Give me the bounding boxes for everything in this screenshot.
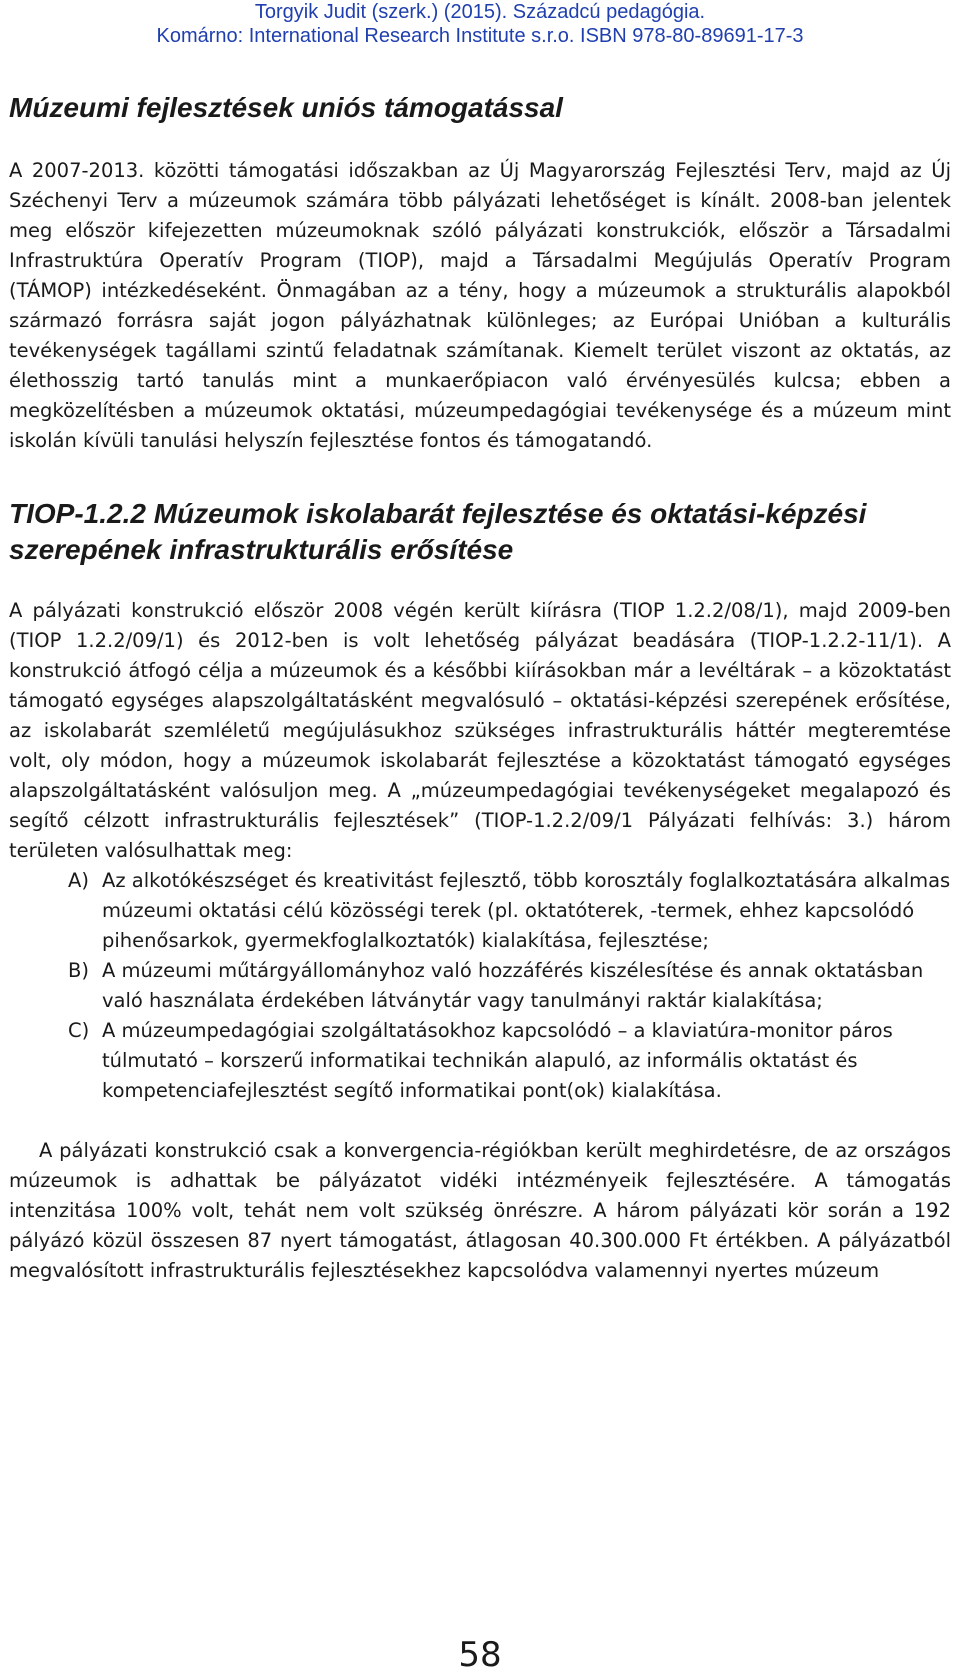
- citation-line-1: Torgyik Judit (szerk.) (2015). Századcú pedagógia.: [254, 1, 706, 23]
- page-header: [0, 0, 960, 48]
- list-marker: B): [68, 959, 89, 982]
- list-item-b: [9, 956, 951, 1016]
- section-1-paragraph: A 2007-2013. közötti támogatási időszakban az Új Magyarország Fejlesztési Terv, majd az Új Széchenyi Terv a múzeumok számára több pályázati lehetőséget is kínált. 2008-ban jelentek meg először kifejezetten múzeumoknak szóló pályázati konstrukciók, először a Társadalmi Infrastruktúra Operatív Program (TIOP), majd a Társadalmi Megújulás Operatív Program (TÁMOP) intézkedéseként. Önmagában az a tény, hogy a múzeumok a strukturális alapokból származó forrásra saját jogon pályázhatnak különleges; az Európai Unióban a kulturális tevékenységek tagállami szintű feladatnak számítanak. Kiemelt terület viszont az oktatás, az élethosszig tartó tanulás mint a munkaerőpiacon való érvényesülés kulcsa; ebben a megközelítésben a múzeumok oktatási, múzeumpedagógiai tevékenysége és a múzeum mint iskolán kívüli tanulási helyszín fejlesztése fontos és támogatandó.: [9, 159, 951, 452]
- section-heading-1: Múzeumi fejlesztések uniós támogatással: [9, 92, 563, 123]
- section-2-paragraph-2: A pályázati konstrukció csak a konvergencia-régiókban került meghirdetésre, de az országos múzeumok is adhattak be pályázatot vidéki intézményeik fejlesztésére. A támogatás intenzitása 100% volt, tehát nem volt szükség önrészre. A három pályázati kör során a 192 pályázó közül összesen 87 nyert támogatást, átlagosan 40.300.000 Ft értékben. A pályázatból megvalósított infrastrukturális fejlesztésekhez kapcsolódva valamennyi nyertes múzeum: [9, 1139, 951, 1282]
- development-areas-list: [9, 866, 951, 1106]
- section-heading-2: TIOP-1.2.2 Múzeumok iskolabarát fejlesztése és oktatási-képzési szerepének infrastrukturális erősítése: [9, 498, 867, 565]
- page-number: 58: [458, 1635, 502, 1675]
- list-item-a: [9, 866, 951, 956]
- list-item-text: A múzeumpedagógiai szolgáltatásokhoz kapcsolódó – a klaviatúra-monitor páros túlmutató – korszerű informatikai technikán alapuló, az informális oktatást és kompetenciafejlesztést segítő informatikai pont(ok) kialakítása.: [102, 1019, 893, 1102]
- citation-line-2: Komárno: International Research Institute s.r.o. ISBN 978-80-89691-17-3: [156, 25, 804, 47]
- list-marker: A): [68, 869, 89, 892]
- section-2-paragraph: A pályázati konstrukció először 2008 végén került kiírásra (TIOP 1.2.2/08/1), majd 2009-ben (TIOP 1.2.2/09/1) és 2012-ben is volt lehetőség pályázat beadására (TIOP-1.2.2-11/1). A konstrukció átfogó célja a múzeumok és a későbbi kiírásokban már a levéltárak – a közoktatást támogató egységes alapszolgáltatásként megvalósuló – oktatási-képzési szerepének erősítése, az iskolabarát szemléletű megújulásukhoz szükséges infrastrukturális háttér megteremtése volt, oly módon, hogy a múzeumok iskolabarát fejlesztése a közoktatást támogató egységes alapszolgáltatásként valósuljon meg. A „múzeumpedagógiai tevékenységeket megalapozó és segítő célzott infrastrukturális fejlesztések” (TIOP-1.2.2/09/1 Pályázati felhívás: 3.) három területen valósulhattak meg:: [9, 599, 951, 862]
- list-item-c: [9, 1016, 951, 1106]
- list-item-text: A múzeumi műtárgyállományhoz való hozzáférés kiszélesítése és annak oktatásban való használata érdekében látványtár vagy tanulmányi raktár kialakítása;: [102, 959, 924, 1012]
- list-marker: C): [68, 1019, 90, 1042]
- list-item-text: Az alkotókészséget és kreativitást fejlesztő, több korosztály foglalkoztatására alkalmas múzeumi oktatási célú közösségi terek (pl. oktatóterek, -termek, ehhez kapcsolódó pihenősarkok, gyermekfoglalkoztatók) kialakítása, fejlesztése;: [102, 869, 951, 952]
- page-content: [9, 90, 951, 1286]
